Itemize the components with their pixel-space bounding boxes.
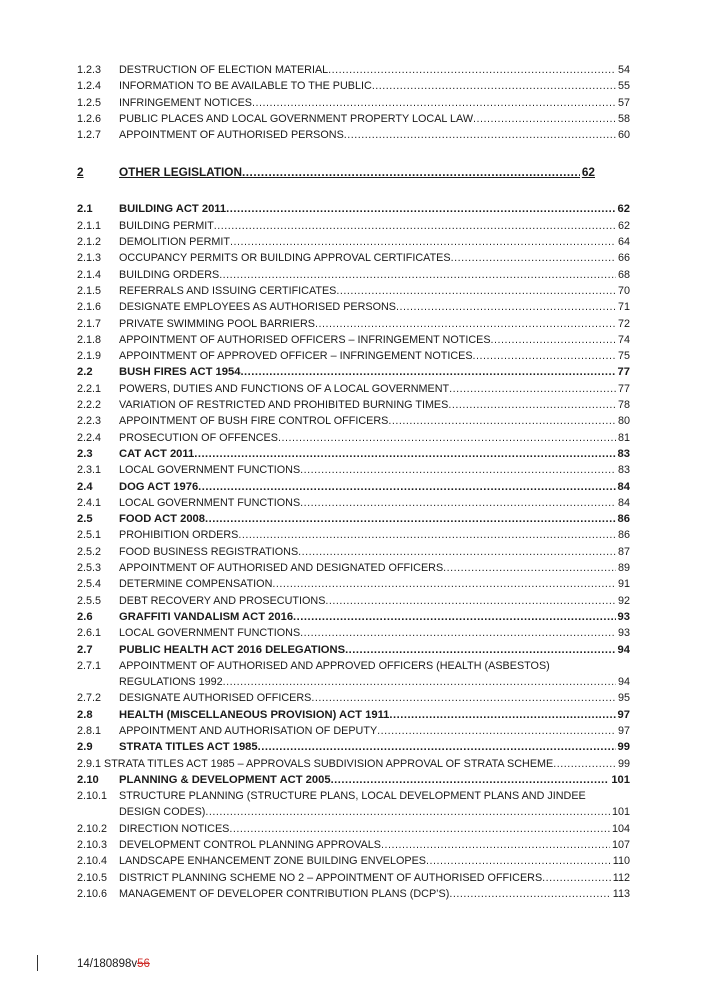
toc-entry[interactable] [77, 756, 630, 772]
toc-section-entry[interactable] [77, 364, 630, 380]
toc-entry-leader [119, 804, 630, 820]
toc-entry-number: 1.2.3 [77, 64, 102, 76]
toc-entry-title: DETERMINE COMPENSATION [119, 578, 273, 591]
toc-entry-leader [119, 413, 630, 429]
toc-entry-number: 2.1 [77, 203, 93, 216]
toc-entry-page: 80 [617, 415, 630, 428]
toc-entry-page: 78 [617, 399, 630, 412]
toc-entry-page: 75 [617, 350, 630, 363]
toc-entry-page: 71 [617, 301, 630, 314]
toc-entry-leader [119, 544, 630, 560]
toc-major-heading[interactable] [77, 163, 630, 181]
toc-entry-title: PUBLIC PLACES AND LOCAL GOVERNMENT PROPERTY LOCAL LAW [119, 112, 474, 125]
toc-entry-leader [119, 201, 630, 217]
toc-leader-dots [381, 837, 610, 853]
toc-entry-title: LOCAL GOVERNMENT FUNCTIONS [119, 496, 301, 509]
toc-entry[interactable] [77, 250, 630, 266]
toc-entry-title: INFRINGEMENT NOTICES [119, 96, 252, 109]
toc-entry[interactable] [77, 316, 630, 332]
toc-leader-dots [449, 381, 616, 397]
toc-leader-dots [293, 609, 616, 625]
toc-entry-page: 110 [612, 855, 630, 868]
toc-entry[interactable] [77, 397, 630, 413]
toc-entry-page: 99 [617, 757, 630, 770]
toc-entry-title: DEBT RECOVERY AND PROSECUTIONS [119, 594, 326, 607]
toc-entry-page: 54 [617, 64, 630, 76]
toc-entry-page: 55 [617, 80, 630, 93]
toc-entry-number: 2.4.1 [77, 496, 102, 509]
toc-entry-title: DEMOLITION PERMIT [119, 236, 230, 249]
toc-entry-page: 74 [617, 333, 630, 346]
toc-entry-number: 2.1.6 [77, 301, 102, 314]
toc-entry[interactable] [77, 527, 630, 543]
toc-entry-leader [119, 348, 630, 364]
toc-entry-title: INFORMATION TO BE AVAILABLE TO THE PUBLIC [119, 80, 372, 93]
toc-entry-number: 2.4 [77, 480, 93, 493]
toc-entry-title: MANAGEMENT OF DEVELOPER CONTRIBUTION PLANS (DCP’S) [119, 887, 450, 900]
toc-entry[interactable] [77, 111, 630, 127]
toc-entry-number: 2.5.4 [77, 578, 102, 591]
toc-entry-number: 2.8.1 [77, 724, 102, 737]
toc-entry-leader [119, 739, 630, 755]
toc-entry-page: 94 [617, 676, 630, 689]
toc-entry[interactable] [77, 234, 630, 250]
toc-leader-dots [372, 78, 616, 94]
toc-leader-dots [377, 723, 616, 739]
toc-entry-number: 2.5.5 [77, 594, 102, 607]
toc-entry-title: PRIVATE SWIMMING POOL BARRIERS [119, 317, 315, 330]
toc-entry[interactable] [77, 804, 630, 820]
toc-entry-page: 104 [611, 822, 630, 835]
toc-entry-title: 2.9.1 STRATA TITLES ACT 1985 – APPROVALS SUBDIVISION APPROVAL OF STRATA SCHEME [77, 757, 554, 770]
toc-section-entry[interactable] [77, 707, 630, 723]
toc-entry[interactable] [77, 462, 630, 478]
toc-entry-number: 2.6.1 [77, 627, 102, 640]
toc-entry-leader [119, 870, 630, 886]
toc-leader-dots [242, 163, 580, 181]
toc-entry-page: 84 [617, 496, 630, 509]
toc-leader-dots [443, 560, 616, 576]
toc-leader-dots [325, 593, 616, 609]
toc-entry[interactable] [77, 78, 630, 94]
toc-entry-title: APPOINTMENT OF AUTHORISED AND DESIGNATED OFFICERS [119, 562, 444, 575]
toc-entry[interactable] [77, 495, 630, 511]
toc-entry-title: DISTRICT PLANNING SCHEME NO 2 – APPOINTMENT OF AUTHORISED OFFICERS [119, 871, 543, 884]
toc-entry-leader [119, 462, 630, 478]
toc-entry-number: 2.8 [77, 708, 93, 721]
toc-entry[interactable] [77, 723, 630, 739]
toc-leader-dots [448, 397, 616, 413]
toc-entry-title: FOOD BUSINESS REGISTRATIONS [119, 545, 299, 558]
toc-entry-number: 2.2.4 [77, 431, 102, 444]
toc-top-list [77, 62, 630, 143]
toc-section-entry[interactable] [77, 609, 630, 625]
toc-entry-number: 2.5.1 [77, 529, 102, 542]
toc-entry-title: APPOINTMENT OF AUTHORISED PERSONS [119, 129, 344, 142]
toc-entry-number: 2.5 [77, 513, 93, 526]
toc-entry-number: 2.1.8 [77, 333, 102, 346]
toc-entry-title: APPOINTMENT OF AUTHORISED AND APPROVED OFFICERS (HEALTH (ASBESTOS) [119, 659, 550, 672]
toc-entry-leader [119, 593, 630, 609]
toc-entry-page: 113 [612, 887, 630, 900]
toc-entry-leader [119, 479, 630, 495]
toc-entry-page: 97 [617, 724, 630, 737]
toc-leader-dots [300, 495, 616, 511]
toc-entry[interactable] [77, 576, 630, 592]
toc-entry-page: 72 [617, 317, 630, 330]
toc-entry-leader [119, 95, 630, 111]
toc-entry-page: 83 [617, 464, 630, 477]
toc-entry-title: DESIGNATE EMPLOYEES AS AUTHORISED PERSONS [119, 301, 396, 314]
toc-leader-dots [345, 642, 615, 658]
toc-section-entry[interactable] [77, 642, 630, 658]
toc-entry-page: 87 [617, 545, 630, 558]
toc-entry-leader [119, 642, 630, 658]
toc-leader-dots [344, 127, 616, 143]
toc-entry-title: DESIGN CODES) [119, 806, 206, 819]
toc-entry[interactable] [77, 413, 630, 429]
toc-entry-leader [119, 250, 630, 266]
toc-entry-page: 101 [611, 773, 630, 786]
toc-major-title: OTHER LEGISLATION [119, 165, 242, 180]
toc-entry-number: 2.10.5 [77, 871, 108, 884]
toc-section-entry[interactable] [77, 446, 630, 462]
toc-entry-leader [119, 886, 630, 902]
toc-entry-number: 2.1.7 [77, 317, 102, 330]
toc-entry-title: STRUCTURE PLANNING (STRUCTURE PLANS, LOCAL DEVELOPMENT PLANS AND JINDEE [119, 790, 586, 803]
toc-entry-number: 2.3.1 [77, 464, 102, 477]
toc-entry[interactable] [77, 95, 630, 111]
toc-leader-dots [226, 201, 615, 217]
toc-entry-page: 94 [617, 643, 630, 656]
toc-entry-leader [77, 756, 630, 772]
toc-entry-leader [119, 62, 630, 78]
toc-section-entry[interactable] [77, 511, 630, 527]
toc-entry-title: PROSECUTION OF OFFENCES [119, 431, 278, 444]
toc-entry-leader [119, 446, 630, 462]
toc-entry-number: 1.2.5 [77, 96, 102, 109]
toc-entry-title: BUILDING ORDERS [119, 268, 220, 281]
toc-entry-title: BUILDING ACT 2011 [119, 203, 227, 216]
toc-section-entry[interactable] [77, 739, 630, 755]
toc-entry-number: 2.1.3 [77, 252, 102, 265]
toc-entry-number: 2.1.4 [77, 268, 102, 281]
toc-entry-number: 2.5.2 [77, 545, 102, 558]
toc-entry-number: 2.1.9 [77, 350, 102, 363]
toc-entry-page: 101 [611, 806, 630, 819]
toc-entry-leader [119, 788, 630, 804]
toc-leader-dots [272, 576, 616, 592]
toc-leader-dots [223, 674, 616, 690]
toc-entry-title: CAT ACT 2011 [119, 447, 195, 460]
toc-entry-number: 2.5.3 [77, 562, 102, 575]
toc-entry-title: DESIGNATE AUTHORISED OFFICERS [119, 692, 312, 705]
toc-leader-dots [238, 527, 616, 543]
toc-entry[interactable] [77, 332, 630, 348]
toc-leader-dots [473, 348, 616, 364]
toc-entry-number: 2.10 [77, 773, 99, 786]
toc-major-leader [119, 163, 595, 181]
toc-entry-leader [119, 78, 630, 94]
toc-entry-title: REFERRALS AND ISSUING CERTIFICATES [119, 284, 337, 297]
toc-leader-dots [230, 234, 616, 250]
toc-entry[interactable] [77, 218, 630, 234]
toc-entry-leader [119, 707, 630, 723]
toc-entry-leader [119, 576, 630, 592]
toc-leader-dots [396, 299, 616, 315]
toc-entry[interactable] [77, 299, 630, 315]
toc-leader-dots [389, 707, 615, 723]
toc-entry-title: PROHIBITION ORDERS [119, 529, 239, 542]
toc-entry-page: 84 [617, 480, 630, 493]
toc-leader-dots [553, 756, 616, 772]
toc-entry[interactable] [77, 267, 630, 283]
toc-entry-number: 2.6 [77, 610, 93, 623]
toc-entry[interactable] [77, 853, 630, 869]
toc-entry-leader [119, 821, 630, 837]
toc-entry-page: 64 [617, 236, 630, 249]
toc-major-number: 2 [77, 165, 84, 180]
toc-leader-dots [315, 316, 616, 332]
toc-entry-number: 2.7.2 [77, 692, 102, 705]
toc-entry-title: LOCAL GOVERNMENT FUNCTIONS [119, 627, 301, 640]
toc-entry-leader [119, 674, 630, 690]
toc-entry-title: FOOD ACT 2008 [119, 513, 205, 526]
toc-entry-title: DIRECTION NOTICES [119, 822, 230, 835]
toc-entry-leader [119, 658, 630, 674]
toc-entry-title: DOG ACT 1976 [119, 480, 199, 493]
toc-entry-title: APPOINTMENT OF AUTHORISED OFFICERS – INFRINGEMENT NOTICES [119, 333, 491, 346]
toc-leader-dots [219, 267, 616, 283]
toc-entry-page: 60 [617, 129, 630, 142]
toc-entry[interactable] [77, 658, 630, 674]
toc-entry-title: LOCAL GOVERNMENT FUNCTIONS [119, 464, 301, 477]
toc-entry-leader [119, 690, 630, 706]
toc-entry-page: 86 [617, 513, 630, 526]
toc-entry-page: 89 [617, 562, 630, 575]
toc-entry-leader [119, 364, 630, 380]
toc-entry-page: 68 [617, 268, 630, 281]
toc-entry-leader [119, 495, 630, 511]
toc-entry-leader [119, 111, 630, 127]
toc-entry-number: 2.7 [77, 643, 93, 656]
toc-entry-leader [119, 127, 630, 143]
toc-entry-page: 62 [617, 219, 630, 232]
toc-entry-title: BUSH FIRES ACT 1954 [119, 366, 241, 379]
toc-leader-dots [331, 772, 610, 788]
toc-entry-page: 107 [611, 839, 630, 852]
toc-entry-page: 83 [617, 447, 630, 460]
toc-entry[interactable] [77, 788, 630, 804]
toc-entry-title: PUBLIC HEALTH ACT 2016 DELEGATIONS [119, 643, 346, 656]
page-number: 56 [137, 958, 150, 970]
toc-entry-number: 2.7.1 [77, 659, 102, 672]
toc-entry[interactable] [77, 381, 630, 397]
toc-entry-page: 62 [617, 203, 630, 216]
toc-entry-number: 2.10.2 [77, 822, 108, 835]
toc-leader-dots [473, 111, 616, 127]
toc-leader-dots [449, 886, 610, 902]
toc-leader-dots [426, 853, 611, 869]
toc-entry-page: 95 [617, 692, 630, 705]
toc-entry-number: 2.1.5 [77, 284, 102, 297]
toc-entry-leader [119, 267, 630, 283]
toc-leader-dots [451, 250, 616, 266]
toc-entry-number: 1.2.4 [77, 80, 102, 93]
toc-entry-title: REGULATIONS 1992 [119, 676, 223, 689]
toc-major-page: 62 [581, 165, 595, 180]
toc-entry[interactable] [77, 625, 630, 641]
toc-entry-number: 2.10.1 [77, 790, 108, 803]
toc-entry-number: 2.2 [77, 366, 93, 379]
toc-leader-dots [388, 413, 616, 429]
toc-leader-dots [298, 544, 616, 560]
toc-entry-title: VARIATION OF RESTRICTED AND PROHIBITED BURNING TIMES [119, 399, 449, 412]
table-of-contents [77, 62, 630, 902]
toc-entry-page: 91 [617, 578, 630, 591]
toc-leader-dots [311, 690, 616, 706]
toc-entry-title: LANDSCAPE ENHANCEMENT ZONE BUILDING ENVELOPES [119, 855, 426, 868]
toc-leader-dots [491, 332, 616, 348]
toc-entry-number: 2.2.3 [77, 415, 102, 428]
toc-leader-dots [205, 804, 610, 820]
toc-entry[interactable] [77, 690, 630, 706]
toc-entry-title: APPOINTMENT OF BUSH FIRE CONTROL OFFICERS [119, 415, 389, 428]
toc-leader-dots [258, 739, 616, 755]
toc-leader-dots [194, 446, 615, 462]
toc-entry-number: 2.10.6 [77, 887, 108, 900]
toc-entry-leader [119, 430, 630, 446]
toc-entry-page: 70 [617, 284, 630, 297]
toc-entry-number: 1.2.6 [77, 112, 102, 125]
toc-entry[interactable] [77, 62, 630, 78]
toc-leader-dots [198, 479, 615, 495]
toc-entry-page: 58 [617, 112, 630, 125]
toc-entry-title: DESTRUCTION OF ELECTION MATERIAL [119, 64, 329, 76]
toc-entry-leader [119, 723, 630, 739]
toc-entry[interactable] [77, 430, 630, 446]
toc-entry-leader [119, 316, 630, 332]
toc-entry-number: 2.10.4 [77, 855, 108, 868]
toc-entry-leader [119, 625, 630, 641]
toc-entry-page: 97 [617, 708, 630, 721]
toc-leader-dots [240, 364, 615, 380]
toc-entry-title: STRATA TITLES ACT 1985 [119, 741, 258, 754]
toc-entry[interactable] [77, 544, 630, 560]
toc-entry[interactable] [77, 560, 630, 576]
toc-entry-page: 93 [617, 627, 630, 640]
toc-entry[interactable] [77, 348, 630, 364]
document-id: 14/180898v [77, 958, 138, 970]
toc-leader-dots [205, 511, 616, 527]
toc-entry-title: APPOINTMENT AND AUTHORISATION OF DEPUTY [119, 724, 378, 737]
page-footer [77, 958, 150, 970]
spacer [77, 181, 630, 201]
toc-entry-page: 77 [617, 382, 630, 395]
toc-entry-leader [119, 397, 630, 413]
toc-entry-page: 86 [617, 529, 630, 542]
toc-leader-dots [300, 625, 616, 641]
toc-entry-leader [119, 527, 630, 543]
spacer [77, 143, 630, 163]
toc-entry-title: DEVELOPMENT CONTROL PLANNING APPROVALS [119, 839, 381, 852]
toc-entry-page: 112 [612, 871, 630, 884]
toc-entry-title: BUILDING PERMIT [119, 219, 214, 232]
toc-section-entry[interactable] [77, 201, 630, 217]
toc-entry-leader [119, 234, 630, 250]
toc-entry-page: 77 [617, 366, 630, 379]
toc-entry[interactable] [77, 821, 630, 837]
toc-entry-title: POWERS, DUTIES AND FUNCTIONS OF A LOCAL GOVERNMENT [119, 382, 450, 395]
toc-leader-dots [278, 430, 616, 446]
toc-entry-title: APPOINTMENT OF APPROVED OFFICER – INFRINGEMENT NOTICES [119, 350, 473, 363]
toc-entry[interactable] [77, 870, 630, 886]
toc-entry-title: OCCUPANCY PERMITS OR BUILDING APPROVAL CERTIFICATES [119, 252, 451, 265]
toc-entry-title: PLANNING & DEVELOPMENT ACT 2005 [119, 773, 331, 786]
toc-entry-page: 92 [617, 594, 630, 607]
toc-entry[interactable] [77, 886, 630, 902]
toc-entry-page: 81 [617, 431, 630, 444]
toc-leader-dots [328, 62, 616, 78]
toc-entry-number: 1.2.7 [77, 129, 102, 142]
toc-entry-title: GRAFFITI VANDALISM ACT 2016 [119, 610, 294, 623]
toc-entry-number: 2.10.3 [77, 839, 108, 852]
toc-entry-leader [119, 299, 630, 315]
toc-entry-leader [119, 283, 630, 299]
toc-entry[interactable] [77, 283, 630, 299]
toc-entry-leader [119, 511, 630, 527]
change-bar [37, 955, 38, 971]
toc-entry[interactable] [77, 127, 630, 143]
toc-entry-page: 93 [617, 610, 630, 623]
toc-entry[interactable] [77, 593, 630, 609]
toc-leader-dots [336, 283, 616, 299]
toc-entry-leader [119, 837, 630, 853]
toc-entry-number: 2.1.2 [77, 236, 102, 249]
toc-entry-number: 2.2.2 [77, 399, 102, 412]
toc-entry[interactable] [77, 837, 630, 853]
toc-section-entry[interactable] [77, 772, 630, 788]
toc-entry-page: 57 [617, 96, 630, 109]
toc-entry-page: 66 [617, 252, 630, 265]
toc-leader-dots [252, 95, 616, 111]
toc-entry-leader [119, 332, 630, 348]
toc-entry-leader [119, 381, 630, 397]
toc-leader-dots [300, 462, 616, 478]
toc-entry-leader [119, 218, 630, 234]
toc-entry[interactable] [77, 674, 630, 690]
toc-entry-number: 2.9 [77, 741, 93, 754]
toc-entry-leader [119, 560, 630, 576]
toc-leader-dots [542, 870, 611, 886]
toc-entry-leader [119, 609, 630, 625]
toc-section-entry[interactable] [77, 479, 630, 495]
toc-entry-title: HEALTH (MISCELLANEOUS PROVISION) ACT 1911 [119, 708, 390, 721]
toc-entry-page: 99 [617, 741, 630, 754]
toc-entry-number: 2.3 [77, 447, 93, 460]
toc-leader-dots [229, 821, 610, 837]
toc-main-list [77, 201, 630, 902]
toc-entry-leader [119, 772, 630, 788]
toc-entry-number: 2.1.1 [77, 219, 102, 232]
toc-entry-leader [119, 853, 630, 869]
toc-entry-number: 2.2.1 [77, 382, 102, 395]
toc-leader-dots [214, 218, 616, 234]
